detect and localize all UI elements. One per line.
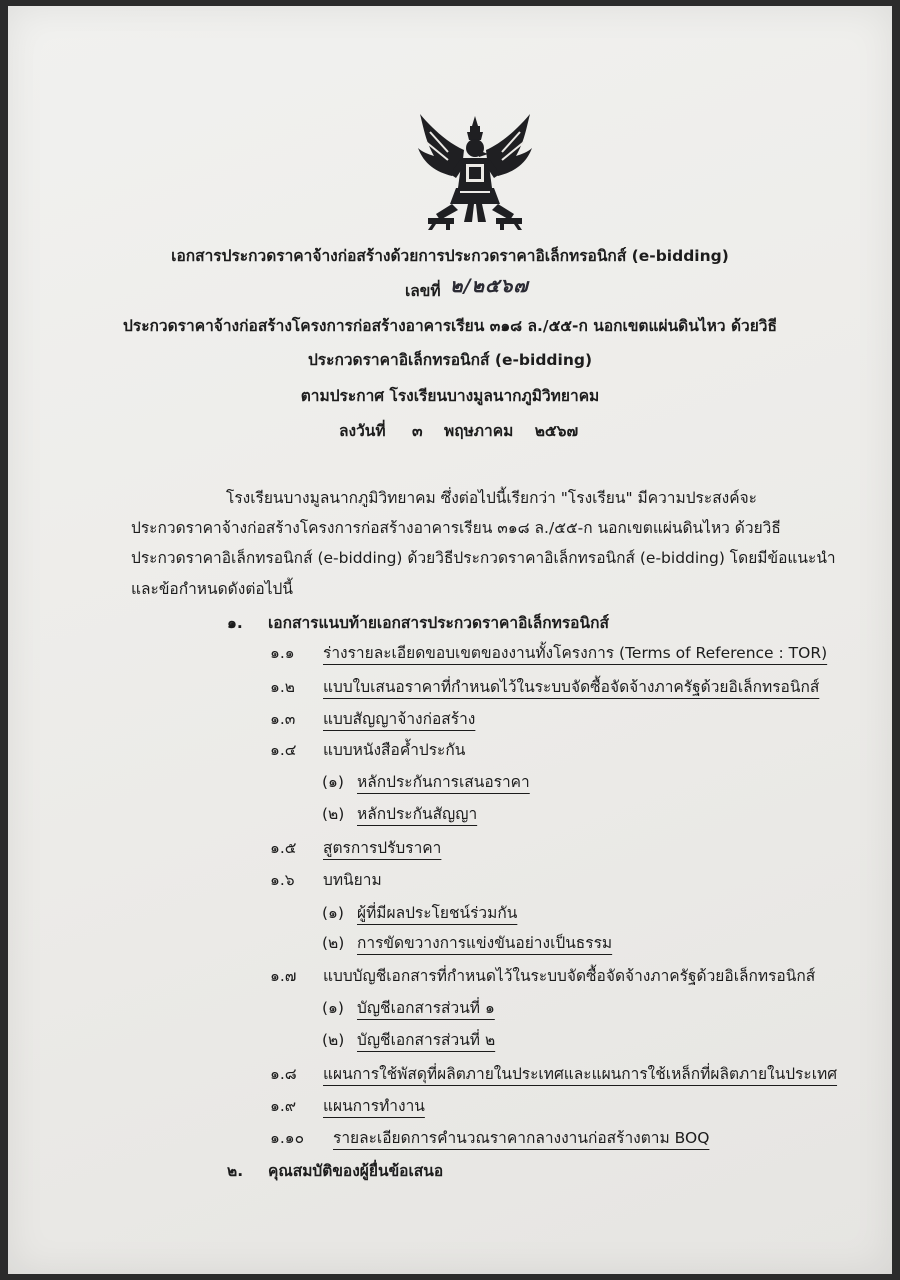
subitem-number: (๑) xyxy=(322,773,344,791)
item-number: ๑.๙ xyxy=(270,1097,297,1115)
garuda-emblem-icon xyxy=(416,112,534,232)
item-text: แบบใบเสนอราคาที่กำหนดไว้ในระบบจัดซื้อจัดจ้างภาครัฐด้วยอิเล็กทรอนิกส์ xyxy=(323,678,820,696)
subitem-number: (๑) xyxy=(322,904,344,922)
subitem-text: หลักประกันการเสนอราคา xyxy=(357,773,530,791)
subitem-text: การขัดขวางการแข่งขันอย่างเป็นธรรม xyxy=(357,934,613,952)
subitem-text: ผู้ที่มีผลประโยชน์ร่วมกัน xyxy=(357,904,518,922)
item-number: ๑.๔ xyxy=(270,741,297,759)
item-text: ร่างรายละเอียดขอบเขตของงานทั้งโครงการ (Terms of Reference : TOR) xyxy=(323,644,828,662)
subitem-number: (๒) xyxy=(322,1031,345,1049)
item-number: ๑.๕ xyxy=(270,839,297,857)
intro-line-3: ประกวดราคาอิเล็กทรอนิกส์ (e-bidding) ด้วยวิธีประกวดราคาอิเล็กทรอนิกส์ (e-bidding) โดยมีข้อแนะนำ xyxy=(131,549,836,567)
section-2-title: คุณสมบัติของผู้ยื่นข้อเสนอ xyxy=(268,1162,444,1180)
subitem-text: บัญชีเอกสารส่วนที่ ๑ xyxy=(357,999,495,1017)
document-number-handwritten: ๒/๒๕๖๗ xyxy=(450,275,529,297)
item-number: ๑.๗ xyxy=(270,967,297,985)
subitem-number: (๑) xyxy=(322,999,344,1017)
intro-line-2: ประกวดราคาจ้างก่อสร้างโครงการก่อสร้างอาคารเรียน ๓๑๘ ล./๕๕-ก นอกเขตแผ่นดินไหว ด้วยวิธี xyxy=(131,519,781,537)
item-number: ๑.๖ xyxy=(270,871,295,889)
item-text: รายละเอียดการคำนวณราคากลางงานก่อสร้างตาม BOQ xyxy=(333,1129,710,1147)
item-text: แบบบัญชีเอกสารที่กำหนดไว้ในระบบจัดซื้อจัดจ้างภาครัฐด้วยอิเล็กทรอนิกส์ xyxy=(323,967,816,985)
subitem-number: (๒) xyxy=(322,805,345,823)
item-text: บทนิยาม xyxy=(323,871,382,889)
item-text: แบบสัญญาจ้างก่อสร้าง xyxy=(323,710,476,728)
subitem-text: บัญชีเอกสารส่วนที่ ๒ xyxy=(357,1031,496,1049)
item-text: สูตรการปรับราคา xyxy=(323,839,442,857)
intro-line-1: โรงเรียนบางมูลนากภูมิวิทยาคม ซึ่งต่อไปนี้เรียกว่า "โรงเรียน" มีความประสงค์จะ xyxy=(226,489,758,507)
section-1-number: ๑. xyxy=(227,614,243,632)
project-title-line: ประกวดราคาจ้างก่อสร้างโครงการก่อสร้างอาคารเรียน ๓๑๘ ล./๕๕-ก นอกเขตแผ่นดินไหว ด้วยวิธี xyxy=(123,317,777,335)
item-number: ๑.๑ xyxy=(270,644,295,662)
item-text: แผนการใช้พัสดุที่ผลิตภายในประเทศและแผนการใช้เหล็กที่ผลิตภายในประเทศ xyxy=(323,1065,838,1083)
subitem-number: (๒) xyxy=(322,934,345,952)
intro-line-4: และข้อกำหนดดังต่อไปนี้ xyxy=(131,580,293,598)
date-value: ๓ พฤษภาคม ๒๕๖๗ xyxy=(412,422,579,440)
item-number: ๑.๓ xyxy=(270,710,296,728)
item-number: ๑.๘ xyxy=(270,1065,297,1083)
document-number-label: เลขที่ xyxy=(405,282,441,300)
project-method-line: ประกวดราคาอิเล็กทรอนิกส์ (e-bidding) xyxy=(307,351,593,369)
date-label: ลงวันที่ xyxy=(339,422,386,440)
item-number: ๑.๑๐ xyxy=(270,1129,305,1147)
subitem-text: หลักประกันสัญญา xyxy=(357,805,478,823)
item-text: แผนการทำงาน xyxy=(323,1097,425,1115)
announcement-by-line: ตามประกาศ โรงเรียนบางมูลนากภูมิวิทยาคม xyxy=(300,387,600,405)
document-title: เอกสารประกวดราคาจ้างก่อสร้างด้วยการประกวดราคาอิเล็กทรอนิกส์ (e-bidding) xyxy=(171,247,729,265)
section-1-title: เอกสารแนบท้ายเอกสารประกวดราคาอิเล็กทรอนิกส์ xyxy=(268,614,609,632)
item-number: ๑.๒ xyxy=(270,678,295,696)
item-text: แบบหนังสือค้ำประกัน xyxy=(323,741,466,759)
section-2-number: ๒. xyxy=(227,1162,244,1180)
